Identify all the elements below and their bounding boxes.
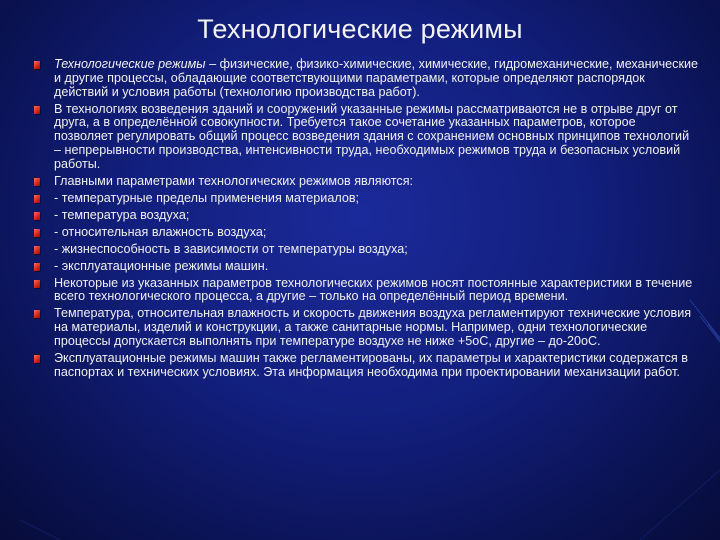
list-item (34, 307, 698, 348)
list-item (34, 277, 698, 305)
bullet-icon (34, 61, 40, 69)
bullet-list (34, 58, 698, 383)
item-text: Эксплуатационные режимы машин также регламентированы, их параметры и характеристики содержатся в паспортах и технических условиях. Эта информация необходима при проектировании механизации работ. (54, 351, 688, 379)
slide-title: Технологические режимы (197, 14, 523, 44)
list-item (34, 243, 698, 257)
list-item (34, 175, 698, 189)
list-item (34, 209, 698, 223)
bullet-icon (34, 246, 40, 254)
item-text: В технологиях возведения зданий и сооружений указанные режимы рассматриваются не в отрыве друг от друга, а в определённой совокупности. Требуется такое сочетание указанных параметров, которое позволяет регулировать общий процесс возведения здания с сохранением основных принципов технологий – непрерывности производства, интенсивности труда, необходимых режимов труда и безопасных условий работы. (54, 101, 690, 171)
list-item (34, 58, 698, 99)
list-item (34, 103, 698, 172)
bullet-icon (34, 212, 40, 220)
item-text: Некоторые из указанных параметров технологических режимов носят постоянные характеристики в течение всего технологического процесса, а другие – только на определённый период времени. (54, 275, 693, 304)
item-text: Главными параметрами технологических режимов являются: (54, 173, 414, 188)
bullet-icon (34, 355, 40, 363)
list-item (34, 352, 698, 380)
bullet-icon (34, 106, 40, 114)
item-text: - температура воздуха; (54, 207, 190, 222)
list-item (34, 192, 698, 206)
term-lead: Технологические режимы (54, 57, 206, 71)
list-item (34, 226, 698, 240)
item-text: - эксплуатационные режимы машин. (54, 258, 269, 273)
item-text: - температурные пределы применения материалов; (54, 190, 360, 205)
item-text: - относительная влажность воздуха; (54, 224, 267, 239)
list-item (34, 260, 698, 274)
bullet-icon (34, 280, 40, 288)
bullet-icon (34, 310, 40, 318)
bullet-icon (34, 178, 40, 186)
item-text: – физические, физико-химические, химические, гидромеханические, механические и другие процессы, обладающие соответствующими параметрами, которые определяют распорядок действий и условия работы (технологию производства работ). (54, 57, 698, 99)
bullet-icon (34, 195, 40, 203)
item-text: Температура, относительная влажность и скорость движения воздуха регламентируют технические условия на материалы, изделий и конструкции, а также санитарные нормы. Например, одни технологические процессы допускается выполнять при температуре воздухе не ниже +5оС, другие – до-20оС. (54, 306, 692, 349)
bullet-icon (34, 263, 40, 271)
item-text: - жизнеспособность в зависимости от температуры воздуха; (54, 241, 408, 256)
bullet-icon (34, 229, 40, 237)
